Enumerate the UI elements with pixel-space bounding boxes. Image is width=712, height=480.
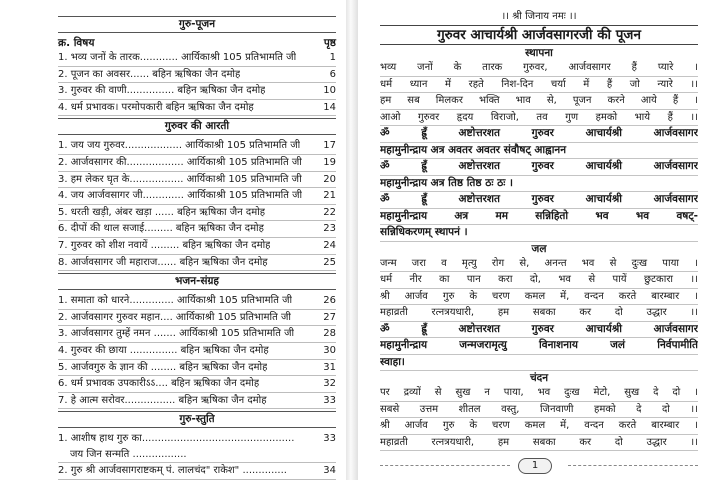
index-row: 5. धरती खड़ी, अंबर खड़ा ...... बहिन ऋषिका जैन दमोह 22 (58, 205, 336, 222)
index-column-header (58, 36, 336, 50)
section3-list (58, 293, 336, 409)
mantra-line: महामुनीन्द्राय अत्र अवतर अवतर संवौषट् आह्वानन (380, 143, 698, 160)
index-row: 5. आर्जवगुरु के ज्ञान की ........ बहिन ऋषिका जैन दमोह 31 (58, 360, 336, 377)
index-row: 6. दीपों की थाल सजाई......... बहिन ऋषिका जैन दमोह 23 (58, 221, 336, 238)
mantra-line: ॐ ह्रूँ अष्टोत्तरशत गुरुवर आचार्यश्री आर्जवसागर (380, 192, 698, 209)
verse-line: धर्म नीर का पान करा दो, भव से पायें छुटकारा ।। (380, 272, 698, 289)
index-row: 3. गुरुवर की वाणी............... बहिन ऋषिका जैन दमोह 10 (58, 83, 336, 100)
index-row: 2. आर्जवसागर गुरुवर महान.... आर्यिकाश्री 105 प्रतिभामति जी 27 (58, 310, 336, 327)
index-row: 3. हम लेकर घृत के................. आर्यिकाश्री 105 प्रतिभामति जी 20 (58, 172, 336, 189)
verse-line: जन्म जरा व मृत्यु रोग से, अनन्त भव से दुःख पाया । (380, 256, 698, 273)
index-row: 7. हे आत्म सरोवर................ बहिन ऋषिका जैन दमोह 33 (58, 393, 336, 410)
section-title-bhajan: भजन-संग्रह (58, 273, 336, 290)
page-number (358, 458, 712, 474)
section1-list (58, 50, 336, 116)
index-row: 8. आर्जवसागर जी महाराज...... बहिन ऋषिका जैन दमोह 25 (58, 255, 336, 272)
section4-list (58, 431, 336, 480)
mantra-line: महामुनीन्द्राय अत्र मम सन्निहितो भव भव वषट्- (380, 209, 698, 226)
mantra-line: सन्निधिकरणम् स्थापनं । (380, 225, 698, 242)
mantra-line: महामुनीन्द्राय जन्मजरामृत्यु विनाशनाय जलं निर्वपामीति (380, 338, 698, 355)
verse-line: हम सब मिलकर भक्ति भाव से, पूजन करने आये हैं । (380, 93, 698, 110)
verse-line: श्री आर्जव गुरु के चरण कमल में, वन्दन करते बारम्बार । (380, 289, 698, 306)
verse-line: पर द्रव्यों से सुख न पाया, भव दुःख मेटो, सुख दे दो । (380, 385, 698, 402)
heading-jal: जल (531, 242, 547, 255)
verse-line: धर्म ध्यान में रहते निश-दिन चर्या में हैं जो न्यारे ।। (380, 77, 698, 94)
verse-line: आओ गुरुवर हृदय विराजो, तव गुण हमको भाये हैं ।। (380, 110, 698, 127)
index-row: 4. जय आर्जवसागर जी............. आर्यिकाश्री 105 प्रतिभामति जी 21 (58, 188, 336, 205)
page-title: गुरुवर आचार्यश्री आर्जवसागरजी की पूजन (380, 25, 698, 45)
column-page: पृष्ठ (323, 37, 336, 49)
verse-line: सबसे उत्तम शीतल वस्तु, जिनवाणी हमको दे दो ।। (380, 402, 698, 419)
mantra-line: स्वाहा। (380, 355, 698, 372)
heading-sthapana: स्थापना (525, 47, 553, 59)
mantra-line: ॐ ह्रूँ अष्टोत्तरशत गुरुवर आचार्यश्री आर्जवसागर (380, 322, 698, 339)
right-page-pujan (358, 0, 712, 480)
verse-line: महाव्रती रत्नत्रयधारी, हम सबका कर दो उद्धार ।। (380, 305, 698, 322)
left-page-index (0, 0, 346, 480)
section-title-guru-pujan: गुरु-पूजन (58, 16, 336, 33)
section-title-aarti: गुरुवर की आरती (58, 118, 336, 135)
verse-line: महाव्रती रत्नत्रयधारी, हम सबका कर दो उद्धार ।। (380, 435, 698, 452)
invocation: ।। श्री जिनाय नमः ।। (501, 11, 577, 22)
section-title-stuti: गुरु-स्तुति (58, 411, 336, 428)
index-row: 1. भव्य जनों के तारक............ आर्यिकाश्री 105 प्रतिभामति जी 1 (58, 50, 336, 67)
index-row: 4. गुरुवर की छाया ............... बहिन ऋषिका जैन दमोह 30 (58, 343, 336, 360)
column-subject: क्र. विषय (58, 37, 95, 49)
verse-line: भव्य जनों के तारक गुरुवर, आर्जवसागर हैं प्यारे । (380, 60, 698, 77)
index-row: 7. गुरुवर को शीश नवायें ......... बहिन ऋषिका जैन दमोह 24 (58, 238, 336, 255)
index-row: 1. जय जय गुरुवर.................. आर्यिकाश्री 105 प्रतिभामति जी 17 (58, 138, 336, 155)
page-number-badge: 1 (518, 458, 552, 474)
book-gutter (346, 0, 358, 480)
index-row: 4. धर्म प्रभावक। परमोपकारी बहिन ऋषिका जैन दमोह 14 (58, 100, 336, 117)
index-row: 2. पूजन का अवसर...... बहिन ऋषिका जैन दमोह 6 (58, 67, 336, 84)
index-row: 2. गुरु श्री आर्जवसागराष्टकम् पं. लालचंद" राकेश" .............. 34 (58, 463, 336, 480)
index-row: 1. आशीष हाथ गुरु का................................................ 33 (58, 433, 336, 445)
section2-list (58, 138, 336, 271)
index-row-continuation: जय जिन सन्मति ................. (58, 447, 336, 464)
heading-chandan: चंदन (529, 372, 549, 384)
index-row: 3. आर्जवसागर तुम्हें नमन ....... आर्यिकाश्री 105 प्रतिभामति जी 28 (58, 326, 336, 343)
verse-line: श्री आर्जव गुरु के चरण कमल में, वन्दन करते बारम्बार । (380, 418, 698, 435)
index-row: 1. समाता को धारने.............. आर्यिकाश्री 105 प्रतिभामति जी 26 (58, 293, 336, 310)
index-row: 6. धर्म प्रभावक उपकारीऽऽ.... बहिन ऋषिका जैन दमोह 32 (58, 376, 336, 393)
mantra-line: ॐ ह्रूँ अष्टोत्तरशत गुरुवर आचार्यश्री आर्जवसागर (380, 159, 698, 176)
index-row: 2. आर्जवसागर की.................. आर्यिकाश्री 105 प्रतिभामति जी 19 (58, 155, 336, 172)
mantra-line: ॐ ह्रूँ अष्टोत्तरशत गुरुवर आचार्यश्री आर्जवसागर (380, 126, 698, 143)
mantra-line: महामुनीन्द्राय अत्र तिष्ठ तिष्ठ ठः ठः । (380, 176, 698, 193)
